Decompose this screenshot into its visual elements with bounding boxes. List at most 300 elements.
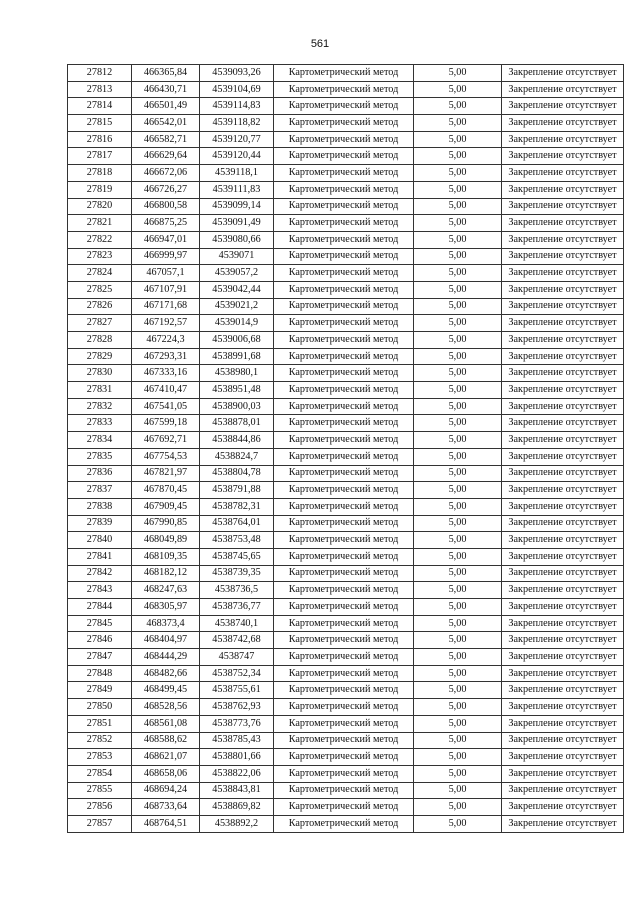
table-row [68, 665, 624, 682]
accuracy-cell: 5,00 [414, 181, 502, 198]
table-row [68, 582, 624, 599]
point-number-cell: 27818 [68, 165, 132, 182]
x-coordinate-cell: 467754,53 [132, 448, 200, 465]
y-coordinate-cell: 4539118,82 [200, 115, 274, 132]
table-row [68, 115, 624, 132]
x-coordinate-cell: 468482,66 [132, 665, 200, 682]
fixation-cell: Закрепление отсутствует [502, 682, 624, 699]
table-row [68, 532, 624, 549]
table-row [68, 649, 624, 666]
point-number-cell: 27844 [68, 599, 132, 616]
x-coordinate-cell: 467224,3 [132, 332, 200, 349]
point-number-cell: 27827 [68, 315, 132, 332]
method-cell: Картометрический метод [274, 298, 414, 315]
fixation-cell: Закрепление отсутствует [502, 599, 624, 616]
fixation-cell: Закрепление отсутствует [502, 265, 624, 282]
x-coordinate-cell: 467333,16 [132, 365, 200, 382]
x-coordinate-cell: 468528,56 [132, 699, 200, 716]
x-coordinate-cell: 467909,45 [132, 498, 200, 515]
method-cell: Картометрический метод [274, 682, 414, 699]
y-coordinate-cell: 4539014,9 [200, 315, 274, 332]
y-coordinate-cell: 4538804,78 [200, 465, 274, 482]
y-coordinate-cell: 4538785,43 [200, 732, 274, 749]
fixation-cell: Закрепление отсутствует [502, 699, 624, 716]
accuracy-cell: 5,00 [414, 615, 502, 632]
accuracy-cell: 5,00 [414, 765, 502, 782]
point-number-cell: 27829 [68, 348, 132, 365]
x-coordinate-cell: 466501,49 [132, 98, 200, 115]
y-coordinate-cell: 4539104,69 [200, 81, 274, 98]
table-row [68, 65, 624, 82]
y-coordinate-cell: 4538824,7 [200, 448, 274, 465]
method-cell: Картометрический метод [274, 198, 414, 215]
method-cell: Картометрический метод [274, 115, 414, 132]
method-cell: Картометрический метод [274, 365, 414, 382]
table-row [68, 382, 624, 399]
x-coordinate-cell: 466726,27 [132, 181, 200, 198]
method-cell: Картометрический метод [274, 565, 414, 582]
point-number-cell: 27814 [68, 98, 132, 115]
y-coordinate-cell: 4539118,1 [200, 165, 274, 182]
y-coordinate-cell: 4538773,76 [200, 715, 274, 732]
method-cell: Картометрический метод [274, 398, 414, 415]
method-cell: Картометрический метод [274, 315, 414, 332]
point-number-cell: 27849 [68, 682, 132, 699]
table-row [68, 365, 624, 382]
x-coordinate-cell: 467541,05 [132, 398, 200, 415]
x-coordinate-cell: 467057,1 [132, 265, 200, 282]
point-number-cell: 27850 [68, 699, 132, 716]
x-coordinate-cell: 467599,18 [132, 415, 200, 432]
method-cell: Картометрический метод [274, 65, 414, 82]
x-coordinate-cell: 466629,64 [132, 148, 200, 165]
accuracy-cell: 5,00 [414, 799, 502, 816]
method-cell: Картометрический метод [274, 699, 414, 716]
x-coordinate-cell: 468588,62 [132, 732, 200, 749]
y-coordinate-cell: 4538755,61 [200, 682, 274, 699]
fixation-cell: Закрепление отсутствует [502, 632, 624, 649]
x-coordinate-cell: 468764,51 [132, 815, 200, 832]
fixation-cell: Закрепление отсутствует [502, 732, 624, 749]
accuracy-cell: 5,00 [414, 298, 502, 315]
y-coordinate-cell: 4538878,01 [200, 415, 274, 432]
y-coordinate-cell: 4538844,86 [200, 432, 274, 449]
method-cell: Картометрический метод [274, 448, 414, 465]
method-cell: Картометрический метод [274, 665, 414, 682]
x-coordinate-cell: 466542,01 [132, 115, 200, 132]
accuracy-cell: 5,00 [414, 699, 502, 716]
method-cell: Картометрический метод [274, 582, 414, 599]
point-number-cell: 27828 [68, 332, 132, 349]
y-coordinate-cell: 4539042,44 [200, 281, 274, 298]
fixation-cell: Закрепление отсутствует [502, 765, 624, 782]
y-coordinate-cell: 4538736,77 [200, 599, 274, 616]
point-number-cell: 27845 [68, 615, 132, 632]
y-coordinate-cell: 4539071 [200, 248, 274, 265]
y-coordinate-cell: 4538892,2 [200, 815, 274, 832]
x-coordinate-cell: 468373,4 [132, 615, 200, 632]
point-number-cell: 27830 [68, 365, 132, 382]
y-coordinate-cell: 4539021,2 [200, 298, 274, 315]
table-row [68, 482, 624, 499]
x-coordinate-cell: 467171,68 [132, 298, 200, 315]
fixation-cell: Закрепление отсутствует [502, 498, 624, 515]
point-number-cell: 27816 [68, 131, 132, 148]
accuracy-cell: 5,00 [414, 265, 502, 282]
fixation-cell: Закрепление отсутствует [502, 665, 624, 682]
accuracy-cell: 5,00 [414, 432, 502, 449]
fixation-cell: Закрепление отсутствует [502, 815, 624, 832]
point-number-cell: 27840 [68, 532, 132, 549]
table-row [68, 231, 624, 248]
method-cell: Картометрический метод [274, 515, 414, 532]
table-row [68, 682, 624, 699]
method-cell: Картометрический метод [274, 148, 414, 165]
table-row [68, 148, 624, 165]
y-coordinate-cell: 4539080,66 [200, 231, 274, 248]
point-number-cell: 27835 [68, 448, 132, 465]
table-row [68, 565, 624, 582]
x-coordinate-cell: 466365,84 [132, 65, 200, 82]
fixation-cell: Закрепление отсутствует [502, 298, 624, 315]
fixation-cell: Закрепление отсутствует [502, 432, 624, 449]
accuracy-cell: 5,00 [414, 565, 502, 582]
x-coordinate-cell: 466999,97 [132, 248, 200, 265]
fixation-cell: Закрепление отсутствует [502, 181, 624, 198]
point-number-cell: 27825 [68, 281, 132, 298]
y-coordinate-cell: 4538752,34 [200, 665, 274, 682]
fixation-cell: Закрепление отсутствует [502, 248, 624, 265]
accuracy-cell: 5,00 [414, 248, 502, 265]
method-cell: Картометрический метод [274, 98, 414, 115]
point-number-cell: 27819 [68, 181, 132, 198]
fixation-cell: Закрепление отсутствует [502, 582, 624, 599]
method-cell: Картометрический метод [274, 815, 414, 832]
table-row [68, 615, 624, 632]
accuracy-cell: 5,00 [414, 515, 502, 532]
point-number-cell: 27826 [68, 298, 132, 315]
accuracy-cell: 5,00 [414, 65, 502, 82]
table-row [68, 298, 624, 315]
accuracy-cell: 5,00 [414, 498, 502, 515]
accuracy-cell: 5,00 [414, 532, 502, 549]
point-number-cell: 27824 [68, 265, 132, 282]
accuracy-cell: 5,00 [414, 398, 502, 415]
y-coordinate-cell: 4538869,82 [200, 799, 274, 816]
y-coordinate-cell: 4539120,44 [200, 148, 274, 165]
y-coordinate-cell: 4538801,66 [200, 749, 274, 766]
point-number-cell: 27846 [68, 632, 132, 649]
fixation-cell: Закрепление отсутствует [502, 715, 624, 732]
x-coordinate-cell: 468444,29 [132, 649, 200, 666]
table-row [68, 465, 624, 482]
method-cell: Картометрический метод [274, 482, 414, 499]
y-coordinate-cell: 4538782,31 [200, 498, 274, 515]
y-coordinate-cell: 4539111,83 [200, 181, 274, 198]
x-coordinate-cell: 466875,25 [132, 215, 200, 232]
x-coordinate-cell: 467870,45 [132, 482, 200, 499]
accuracy-cell: 5,00 [414, 382, 502, 399]
x-coordinate-cell: 468305,97 [132, 599, 200, 616]
table-row [68, 765, 624, 782]
table-row [68, 815, 624, 832]
y-coordinate-cell: 4539006,68 [200, 332, 274, 349]
fixation-cell: Закрепление отсутствует [502, 749, 624, 766]
method-cell: Картометрический метод [274, 649, 414, 666]
method-cell: Картометрический метод [274, 348, 414, 365]
fixation-cell: Закрепление отсутствует [502, 131, 624, 148]
y-coordinate-cell: 4538843,81 [200, 782, 274, 799]
accuracy-cell: 5,00 [414, 231, 502, 248]
table-row [68, 98, 624, 115]
table-row [68, 799, 624, 816]
accuracy-cell: 5,00 [414, 749, 502, 766]
method-cell: Картометрический метод [274, 131, 414, 148]
x-coordinate-cell: 468404,97 [132, 632, 200, 649]
method-cell: Картометрический метод [274, 248, 414, 265]
fixation-cell: Закрепление отсутствует [502, 281, 624, 298]
y-coordinate-cell: 4538745,65 [200, 548, 274, 565]
method-cell: Картометрический метод [274, 732, 414, 749]
method-cell: Картометрический метод [274, 615, 414, 632]
x-coordinate-cell: 468247,63 [132, 582, 200, 599]
y-coordinate-cell: 4538991,68 [200, 348, 274, 365]
point-number-cell: 27833 [68, 415, 132, 432]
method-cell: Картометрический метод [274, 548, 414, 565]
x-coordinate-cell: 468733,64 [132, 799, 200, 816]
method-cell: Картометрический метод [274, 415, 414, 432]
point-number-cell: 27836 [68, 465, 132, 482]
method-cell: Картометрический метод [274, 265, 414, 282]
method-cell: Картометрический метод [274, 715, 414, 732]
table-row [68, 332, 624, 349]
table-row [68, 415, 624, 432]
accuracy-cell: 5,00 [414, 281, 502, 298]
x-coordinate-cell: 468561,08 [132, 715, 200, 732]
accuracy-cell: 5,00 [414, 465, 502, 482]
fixation-cell: Закрепление отсутствует [502, 482, 624, 499]
accuracy-cell: 5,00 [414, 599, 502, 616]
method-cell: Картометрический метод [274, 498, 414, 515]
y-coordinate-cell: 4538762,93 [200, 699, 274, 716]
fixation-cell: Закрепление отсутствует [502, 465, 624, 482]
x-coordinate-cell: 467821,97 [132, 465, 200, 482]
fixation-cell: Закрепление отсутствует [502, 198, 624, 215]
point-number-cell: 27832 [68, 398, 132, 415]
method-cell: Картометрический метод [274, 215, 414, 232]
x-coordinate-cell: 468109,35 [132, 548, 200, 565]
accuracy-cell: 5,00 [414, 632, 502, 649]
x-coordinate-cell: 468621,07 [132, 749, 200, 766]
table-row [68, 131, 624, 148]
method-cell: Картометрический метод [274, 231, 414, 248]
y-coordinate-cell: 4538980,1 [200, 365, 274, 382]
point-number-cell: 27822 [68, 231, 132, 248]
point-number-cell: 27821 [68, 215, 132, 232]
table-row [68, 198, 624, 215]
x-coordinate-cell: 466800,58 [132, 198, 200, 215]
point-number-cell: 27813 [68, 81, 132, 98]
coordinates-table [67, 64, 624, 833]
point-number-cell: 27834 [68, 432, 132, 449]
method-cell: Картометрический метод [274, 632, 414, 649]
point-number-cell: 27856 [68, 799, 132, 816]
fixation-cell: Закрепление отсутствует [502, 382, 624, 399]
fixation-cell: Закрепление отсутствует [502, 649, 624, 666]
y-coordinate-cell: 4538736,5 [200, 582, 274, 599]
fixation-cell: Закрепление отсутствует [502, 332, 624, 349]
table-row [68, 632, 624, 649]
accuracy-cell: 5,00 [414, 81, 502, 98]
point-number-cell: 27815 [68, 115, 132, 132]
table-row [68, 498, 624, 515]
point-number-cell: 27839 [68, 515, 132, 532]
x-coordinate-cell: 468049,89 [132, 532, 200, 549]
table-row [68, 715, 624, 732]
point-number-cell: 27837 [68, 482, 132, 499]
x-coordinate-cell: 467990,85 [132, 515, 200, 532]
fixation-cell: Закрепление отсутствует [502, 615, 624, 632]
y-coordinate-cell: 4538753,48 [200, 532, 274, 549]
x-coordinate-cell: 466430,71 [132, 81, 200, 98]
point-number-cell: 27848 [68, 665, 132, 682]
method-cell: Картометрический метод [274, 765, 414, 782]
table-row [68, 515, 624, 532]
accuracy-cell: 5,00 [414, 131, 502, 148]
method-cell: Картометрический метод [274, 165, 414, 182]
y-coordinate-cell: 4538742,68 [200, 632, 274, 649]
x-coordinate-cell: 466947,01 [132, 231, 200, 248]
fixation-cell: Закрепление отсутствует [502, 81, 624, 98]
page-number: 561 [310, 38, 330, 50]
coordinates-table-body [68, 65, 624, 833]
point-number-cell: 27841 [68, 548, 132, 565]
table-row [68, 699, 624, 716]
x-coordinate-cell: 467692,71 [132, 432, 200, 449]
x-coordinate-cell: 468694,24 [132, 782, 200, 799]
y-coordinate-cell: 4538740,1 [200, 615, 274, 632]
point-number-cell: 27842 [68, 565, 132, 582]
table-row [68, 548, 624, 565]
table-row [68, 281, 624, 298]
point-number-cell: 27812 [68, 65, 132, 82]
x-coordinate-cell: 466582,71 [132, 131, 200, 148]
accuracy-cell: 5,00 [414, 415, 502, 432]
x-coordinate-cell: 468499,45 [132, 682, 200, 699]
method-cell: Картометрический метод [274, 332, 414, 349]
fixation-cell: Закрепление отсутствует [502, 65, 624, 82]
table-row [68, 81, 624, 98]
y-coordinate-cell: 4538951,48 [200, 382, 274, 399]
fixation-cell: Закрепление отсутствует [502, 548, 624, 565]
method-cell: Картометрический метод [274, 432, 414, 449]
accuracy-cell: 5,00 [414, 582, 502, 599]
y-coordinate-cell: 4539057,2 [200, 265, 274, 282]
y-coordinate-cell: 4538900,03 [200, 398, 274, 415]
point-number-cell: 27820 [68, 198, 132, 215]
table-row [68, 248, 624, 265]
accuracy-cell: 5,00 [414, 815, 502, 832]
y-coordinate-cell: 4538764,01 [200, 515, 274, 532]
y-coordinate-cell: 4538822,06 [200, 765, 274, 782]
method-cell: Картометрический метод [274, 465, 414, 482]
y-coordinate-cell: 4538791,88 [200, 482, 274, 499]
fixation-cell: Закрепление отсутствует [502, 565, 624, 582]
point-number-cell: 27852 [68, 732, 132, 749]
accuracy-cell: 5,00 [414, 782, 502, 799]
table-row [68, 348, 624, 365]
y-coordinate-cell: 4538739,35 [200, 565, 274, 582]
fixation-cell: Закрепление отсутствует [502, 782, 624, 799]
y-coordinate-cell: 4538747 [200, 649, 274, 666]
fixation-cell: Закрепление отсутствует [502, 98, 624, 115]
table-row [68, 782, 624, 799]
point-number-cell: 27823 [68, 248, 132, 265]
y-coordinate-cell: 4539093,26 [200, 65, 274, 82]
fixation-cell: Закрепление отсутствует [502, 115, 624, 132]
point-number-cell: 27817 [68, 148, 132, 165]
table-row [68, 749, 624, 766]
fixation-cell: Закрепление отсутствует [502, 148, 624, 165]
y-coordinate-cell: 4539099,14 [200, 198, 274, 215]
x-coordinate-cell: 468182,12 [132, 565, 200, 582]
table-row [68, 732, 624, 749]
method-cell: Картометрический метод [274, 382, 414, 399]
table-row [68, 398, 624, 415]
accuracy-cell: 5,00 [414, 215, 502, 232]
accuracy-cell: 5,00 [414, 115, 502, 132]
y-coordinate-cell: 4539120,77 [200, 131, 274, 148]
fixation-cell: Закрепление отсутствует [502, 365, 624, 382]
point-number-cell: 27847 [68, 649, 132, 666]
accuracy-cell: 5,00 [414, 98, 502, 115]
accuracy-cell: 5,00 [414, 548, 502, 565]
table-row [68, 181, 624, 198]
point-number-cell: 27838 [68, 498, 132, 515]
fixation-cell: Закрепление отсутствует [502, 515, 624, 532]
point-number-cell: 27857 [68, 815, 132, 832]
table-row [68, 315, 624, 332]
accuracy-cell: 5,00 [414, 482, 502, 499]
method-cell: Картометрический метод [274, 181, 414, 198]
accuracy-cell: 5,00 [414, 165, 502, 182]
fixation-cell: Закрепление отсутствует [502, 799, 624, 816]
accuracy-cell: 5,00 [414, 348, 502, 365]
method-cell: Картометрический метод [274, 599, 414, 616]
fixation-cell: Закрепление отсутствует [502, 215, 624, 232]
method-cell: Картометрический метод [274, 749, 414, 766]
accuracy-cell: 5,00 [414, 315, 502, 332]
table-row [68, 215, 624, 232]
accuracy-cell: 5,00 [414, 732, 502, 749]
point-number-cell: 27843 [68, 582, 132, 599]
fixation-cell: Закрепление отсутствует [502, 165, 624, 182]
point-number-cell: 27851 [68, 715, 132, 732]
table-row [68, 448, 624, 465]
table-row [68, 599, 624, 616]
x-coordinate-cell: 467192,57 [132, 315, 200, 332]
fixation-cell: Закрепление отсутствует [502, 348, 624, 365]
method-cell: Картометрический метод [274, 799, 414, 816]
y-coordinate-cell: 4539091,49 [200, 215, 274, 232]
method-cell: Картометрический метод [274, 81, 414, 98]
y-coordinate-cell: 4539114,83 [200, 98, 274, 115]
fixation-cell: Закрепление отсутствует [502, 448, 624, 465]
table-row [68, 432, 624, 449]
accuracy-cell: 5,00 [414, 365, 502, 382]
x-coordinate-cell: 467107,91 [132, 281, 200, 298]
point-number-cell: 27854 [68, 765, 132, 782]
